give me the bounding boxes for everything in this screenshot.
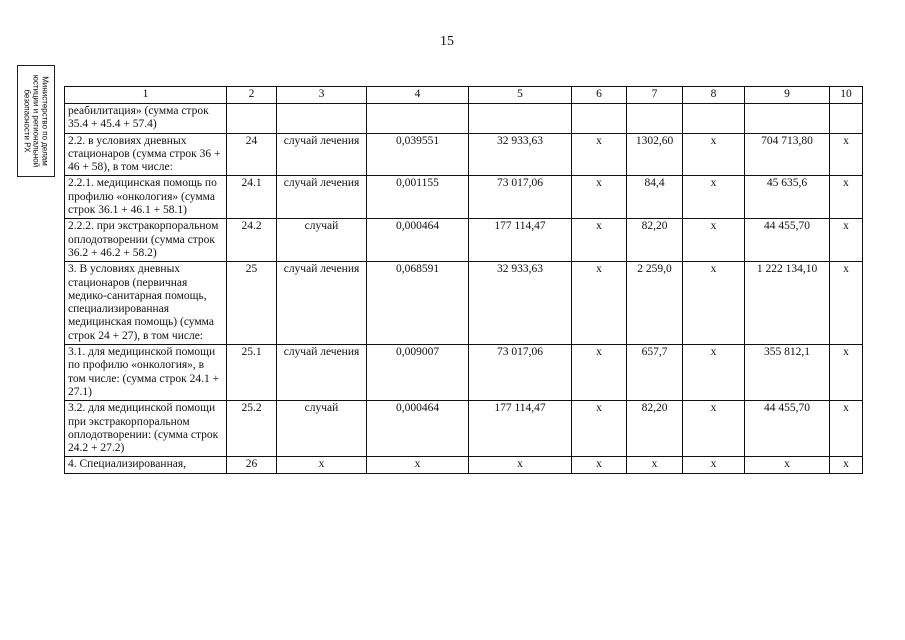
unit-cell: случай лечения [277,345,367,401]
row-number: 25.1 [227,345,277,401]
column-header: 9 [745,87,830,104]
volume-norm-cell: 0,068591 [367,262,469,345]
row-number: 24.2 [227,219,277,262]
value-cell: х [572,133,627,176]
volume-norm-cell [367,104,469,134]
tariff-table [64,86,863,474]
value-cell: х [830,262,863,345]
row-number: 24 [227,133,277,176]
value-cell: х [572,219,627,262]
row-label: 2.2. в условиях дневных стационаров (сумма строк 36 + 46 + 58), в том числе: [65,133,227,176]
column-header: 3 [277,87,367,104]
volume-norm-cell: 0,000464 [367,401,469,457]
value-cell [830,104,863,134]
table-row [65,176,863,219]
value-cell: 82,20 [627,401,683,457]
value-cell [572,104,627,134]
table-row [65,345,863,401]
table-row [65,262,863,345]
unit-cell [277,104,367,134]
value-cell [683,104,745,134]
value-cell: 44 455,70 [745,219,830,262]
column-header: 2 [227,87,277,104]
value-cell: 1302,60 [627,133,683,176]
volume-norm-cell: 0,000464 [367,219,469,262]
row-number: 25 [227,262,277,345]
unit-cell: случай [277,401,367,457]
cost-norm-cell: 73 017,06 [469,176,572,219]
value-cell: 355 812,1 [745,345,830,401]
value-cell: 84,4 [627,176,683,219]
unit-cell: случай лечения [277,133,367,176]
column-header: 6 [572,87,627,104]
value-cell: 2 259,0 [627,262,683,345]
value-cell: х [683,401,745,457]
value-cell: х [572,262,627,345]
value-cell: х [683,219,745,262]
value-cell: 44 455,70 [745,401,830,457]
value-cell: 657,7 [627,345,683,401]
cost-norm-cell: 32 933,63 [469,262,572,345]
value-cell: х [683,176,745,219]
value-cell: х [745,457,830,473]
unit-cell: х [277,457,367,473]
value-cell: 82,20 [627,219,683,262]
header-row [65,87,863,104]
value-cell: х [572,176,627,219]
value-cell [745,104,830,134]
value-cell [627,104,683,134]
value-cell: х [830,133,863,176]
volume-norm-cell: 0,001155 [367,176,469,219]
unit-cell: случай лечения [277,262,367,345]
value-cell: х [683,262,745,345]
value-cell: х [627,457,683,473]
value-cell: 1 222 134,10 [745,262,830,345]
value-cell: х [830,345,863,401]
value-cell: х [572,457,627,473]
column-header: 7 [627,87,683,104]
row-number: 26 [227,457,277,473]
table-row [65,457,863,473]
volume-norm-cell: 0,009007 [367,345,469,401]
cost-norm-cell: 177 114,47 [469,219,572,262]
column-header: 4 [367,87,469,104]
row-number [227,104,277,134]
row-number: 25.2 [227,401,277,457]
row-label: 4. Специализированная, [65,457,227,473]
column-header: 8 [683,87,745,104]
value-cell: х [830,457,863,473]
value-cell: х [830,219,863,262]
value-cell: х [572,401,627,457]
value-cell: 704 713,80 [745,133,830,176]
column-header: 10 [830,87,863,104]
value-cell: х [830,401,863,457]
registration-stamp [17,65,55,177]
volume-norm-cell: 0,039551 [367,133,469,176]
value-cell: х [572,345,627,401]
value-cell: х [683,457,745,473]
value-cell: х [683,345,745,401]
cost-norm-cell [469,104,572,134]
row-label: 3.1. для медицинской помощи по профилю «онкология», в том числе: (сумма строк 24.1 + 27.1) [65,345,227,401]
cost-norm-cell: 73 017,06 [469,345,572,401]
page-number: 15 [440,34,454,49]
table-row [65,219,863,262]
table-row [65,133,863,176]
unit-cell: случай лечения [277,176,367,219]
row-label: 2.2.2. при экстракорпоральном оплодотворении (сумма строк 36.2 + 46.2 + 58.2) [65,219,227,262]
row-label: 2.2.1. медицинская помощь по профилю «онкология» (сумма строк 36.1 + 46.1 + 58.1) [65,176,227,219]
cost-norm-cell: 177 114,47 [469,401,572,457]
table-row [65,401,863,457]
unit-cell: случай [277,219,367,262]
value-cell: 45 635,6 [745,176,830,219]
cost-norm-cell: х [469,457,572,473]
stamp-text: Министерство по делам юстиции и региональной безопасности РХ [22,74,50,168]
column-header: 5 [469,87,572,104]
row-label: 3.2. для медицинской помощи при экстракорпоральном оплодотворении: (сумма строк 24.2 + 27.2) [65,401,227,457]
row-number: 24.1 [227,176,277,219]
value-cell: х [830,176,863,219]
volume-norm-cell: х [367,457,469,473]
row-label: реабилитация» (сумма строк 35.4 + 45.4 + 57.4) [65,104,227,134]
row-label: 3. В условиях дневных стационаров (первичная медико-санитарная помощь, специализированная медицинская помощь) (сумма строк 24 + 27), в том числе: [65,262,227,345]
column-header: 1 [65,87,227,104]
cost-norm-cell: 32 933,63 [469,133,572,176]
table-row [65,104,863,134]
value-cell: х [683,133,745,176]
